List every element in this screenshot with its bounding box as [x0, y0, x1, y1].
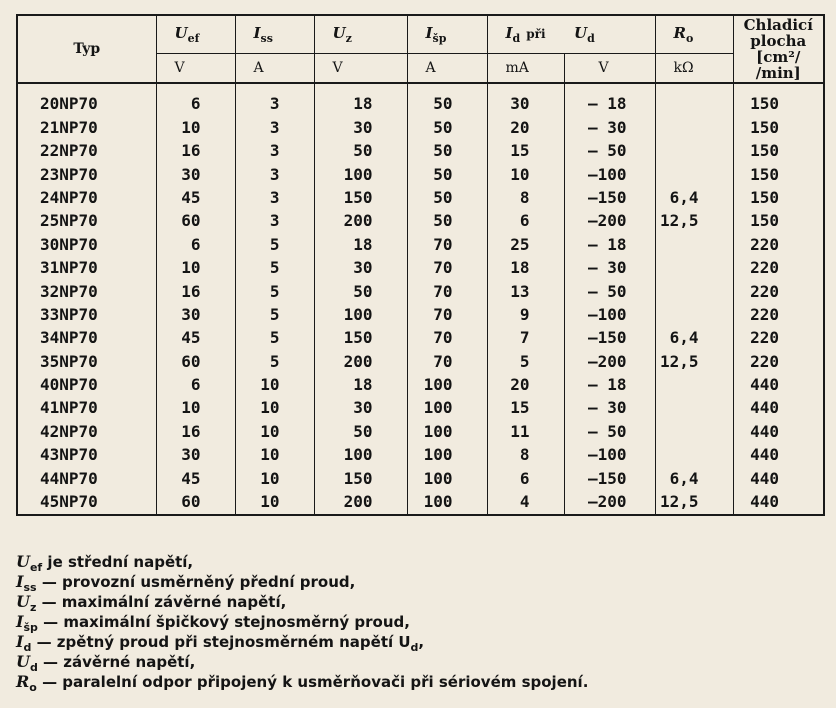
- cell-ud: —100: [564, 304, 655, 327]
- legend-symbol: I: [16, 612, 24, 631]
- cell-id: 25: [487, 233, 564, 256]
- cell-ud: — 50: [564, 420, 655, 443]
- cell-uef: 6: [156, 83, 235, 117]
- cell-type: 40NP70: [18, 374, 156, 397]
- header-area-line3: [cm²/: [756, 48, 801, 66]
- cell-id: 20: [487, 374, 564, 397]
- cell-id: 8: [487, 187, 564, 210]
- cell-iss: 5: [235, 350, 314, 373]
- header-uz: $U_z$: [314, 16, 407, 54]
- diode-parameter-table: [18, 16, 823, 514]
- cell-type: 23NP70: [18, 163, 156, 186]
- cell-id: 15: [487, 397, 564, 420]
- cell-isp: 70: [407, 280, 487, 303]
- cell-type: 30NP70: [18, 233, 156, 256]
- unit-uef: V: [156, 54, 235, 84]
- header-type: Typ: [18, 16, 156, 83]
- unit-uz: V: [314, 54, 407, 84]
- cell-type: 21NP70: [18, 117, 156, 140]
- cell-uef: 16: [156, 420, 235, 443]
- legend-symbol-subscript: d: [29, 661, 38, 674]
- cell-uef: 10: [156, 397, 235, 420]
- cell-isp: 50: [407, 83, 487, 117]
- cell-area: 220: [750, 328, 779, 348]
- cell-iss: 3: [235, 117, 314, 140]
- cell-iss: 10: [235, 420, 314, 443]
- cell-uef: 30: [156, 304, 235, 327]
- cell-iss: 5: [235, 327, 314, 350]
- legend-text: — paralelní odpor připojený k usměrňovači při sériovém spojení.: [36, 673, 589, 691]
- cell-area: 150: [750, 93, 779, 113]
- cell-ro: [655, 140, 733, 163]
- cell-uz: 30: [314, 117, 407, 140]
- cell-area: 150: [750, 141, 779, 161]
- cell-uef: 60: [156, 210, 235, 233]
- cell-type: 22NP70: [18, 140, 156, 163]
- unit-isp: A: [407, 54, 487, 84]
- cell-iss: 10: [235, 374, 314, 397]
- table-row: [18, 374, 823, 397]
- legend-line: [16, 652, 816, 672]
- cell-type: 33NP70: [18, 304, 156, 327]
- legend-text: je střední napětí,: [42, 553, 194, 571]
- cell-area: 150: [750, 211, 779, 231]
- cell-id: 15: [487, 140, 564, 163]
- table-row: [18, 117, 823, 140]
- table-header-row-symbols: [18, 16, 823, 54]
- cell-ro: [655, 374, 733, 397]
- cell-ud: —100: [564, 444, 655, 467]
- cell-isp: 100: [407, 444, 487, 467]
- cell-id: 6: [487, 210, 564, 233]
- table-row: [18, 257, 823, 280]
- cell-iss: 3: [235, 140, 314, 163]
- cell-uz: 50: [314, 280, 407, 303]
- unit-iss: A: [235, 54, 314, 84]
- cell-isp: 100: [407, 420, 487, 443]
- cell-area: 220: [750, 351, 779, 371]
- cell-iss: 3: [235, 210, 314, 233]
- cell-uz: 18: [314, 233, 407, 256]
- cell-ro: [655, 83, 733, 117]
- legend-text: — maximální špičkový stejnosměrný proud,: [37, 613, 410, 631]
- table-row: [18, 397, 823, 420]
- cell-ro: 12,5: [655, 350, 733, 373]
- cell-ro: 6,4: [655, 327, 733, 350]
- cell-type: 45NP70: [18, 491, 156, 514]
- cell-type: 31NP70: [18, 257, 156, 280]
- header-ud: $U_d$: [564, 16, 655, 54]
- cell-uef: 30: [156, 444, 235, 467]
- cell-ro: [655, 233, 733, 256]
- legend-line: [16, 552, 816, 572]
- cell-uef: 45: [156, 467, 235, 490]
- cell-ud: —200: [564, 491, 655, 514]
- cell-id: 4: [487, 491, 564, 514]
- legend-line: [16, 592, 816, 612]
- legend-symbol: U: [16, 652, 30, 671]
- cell-area: 150: [750, 188, 779, 208]
- cell-isp: 70: [407, 327, 487, 350]
- cell-area: 440: [750, 445, 779, 465]
- cell-type: 20NP70: [18, 83, 156, 117]
- cell-ud: — 30: [564, 397, 655, 420]
- table-row: [18, 210, 823, 233]
- table-row: [18, 350, 823, 373]
- cell-isp: 70: [407, 257, 487, 280]
- cell-uz: 30: [314, 257, 407, 280]
- cell-ud: —150: [564, 187, 655, 210]
- cell-area: 220: [750, 258, 779, 278]
- cell-area: 220: [750, 234, 779, 254]
- cell-isp: 100: [407, 397, 487, 420]
- cell-uz: 50: [314, 420, 407, 443]
- cell-iss: 10: [235, 444, 314, 467]
- cell-ro: [655, 444, 733, 467]
- cell-isp: 50: [407, 117, 487, 140]
- legend-line: [16, 612, 816, 632]
- legend-symbol: R: [16, 672, 30, 691]
- table-row: [18, 83, 823, 117]
- cell-iss: 10: [235, 467, 314, 490]
- cell-uef: 10: [156, 117, 235, 140]
- table-row: [18, 187, 823, 210]
- cell-type: 44NP70: [18, 467, 156, 490]
- cell-id: 5: [487, 350, 564, 373]
- cell-iss: 3: [235, 187, 314, 210]
- cell-uz: 200: [314, 491, 407, 514]
- cell-ro: 6,4: [655, 467, 733, 490]
- cell-isp: 50: [407, 140, 487, 163]
- cell-iss: 5: [235, 280, 314, 303]
- cell-ro: 12,5: [655, 491, 733, 514]
- cell-uz: 100: [314, 304, 407, 327]
- cell-area: 440: [750, 375, 779, 395]
- legend-line: [16, 672, 816, 692]
- cell-id: 8: [487, 444, 564, 467]
- cell-id: 6: [487, 467, 564, 490]
- cell-ro: [655, 304, 733, 327]
- header-area-line2: plocha: [750, 32, 807, 50]
- cell-ud: — 18: [564, 83, 655, 117]
- cell-id: 7: [487, 327, 564, 350]
- cell-ro: [655, 117, 733, 140]
- table-row: [18, 420, 823, 443]
- header-uef: $U_{ef}$: [156, 16, 235, 54]
- legend-symbol: U: [16, 592, 30, 611]
- cell-uz: 150: [314, 467, 407, 490]
- cell-uef: 45: [156, 187, 235, 210]
- table-row: [18, 327, 823, 350]
- cell-area: 220: [750, 304, 779, 324]
- cell-id: 30: [487, 83, 564, 117]
- cell-ro: [655, 420, 733, 443]
- table-row: [18, 467, 823, 490]
- cell-uef: 6: [156, 374, 235, 397]
- cell-isp: 100: [407, 374, 487, 397]
- cell-uz: 50: [314, 140, 407, 163]
- cell-iss: 10: [235, 491, 314, 514]
- table-row: [18, 163, 823, 186]
- cell-isp: 50: [407, 210, 487, 233]
- cell-uef: 45: [156, 327, 235, 350]
- legend-symbol-subscript: šp: [23, 621, 38, 634]
- cell-uef: 6: [156, 233, 235, 256]
- legend-text: — zpětný proud při stejnosměrném napětí U: [31, 633, 411, 651]
- cell-uef: 60: [156, 491, 235, 514]
- table-row: [18, 280, 823, 303]
- cell-uef: 16: [156, 280, 235, 303]
- cell-isp: 100: [407, 491, 487, 514]
- cell-ro: [655, 257, 733, 280]
- cell-iss: 5: [235, 257, 314, 280]
- cell-isp: 50: [407, 187, 487, 210]
- header-cooling-area: [733, 16, 823, 83]
- cell-ud: — 18: [564, 233, 655, 256]
- cell-area: 220: [750, 281, 779, 301]
- cell-type: 35NP70: [18, 350, 156, 373]
- cell-ud: —200: [564, 350, 655, 373]
- cell-iss: 3: [235, 83, 314, 117]
- cell-type: 24NP70: [18, 187, 156, 210]
- legend-tail: ,: [418, 633, 425, 651]
- cell-ud: — 50: [564, 140, 655, 163]
- legend-tail-subscript: d: [410, 641, 419, 654]
- cell-id: 10: [487, 163, 564, 186]
- header-area-line4: /min]: [755, 64, 801, 82]
- cell-id: 9: [487, 304, 564, 327]
- cell-type: 42NP70: [18, 420, 156, 443]
- header-area-line1: Chladicí: [743, 16, 813, 34]
- cell-ud: — 30: [564, 257, 655, 280]
- header-isp: $I_{šp}$: [407, 16, 487, 54]
- cell-area: 440: [750, 491, 779, 511]
- cell-uz: 18: [314, 83, 407, 117]
- cell-area: 440: [750, 398, 779, 418]
- unit-id: mA: [487, 54, 564, 84]
- legend-text: — provozní usměrněný přední proud,: [36, 573, 356, 591]
- cell-ud: —200: [564, 210, 655, 233]
- legend-line: [16, 632, 816, 652]
- cell-type: 41NP70: [18, 397, 156, 420]
- table-row: [18, 140, 823, 163]
- cell-id: 18: [487, 257, 564, 280]
- cell-uef: 60: [156, 350, 235, 373]
- cell-uz: 150: [314, 187, 407, 210]
- cell-iss: 10: [235, 397, 314, 420]
- header-id: $I_d$ při: [487, 16, 564, 54]
- table-row: [18, 304, 823, 327]
- legend-text: — maximální závěrné napětí,: [36, 593, 287, 611]
- cell-uz: 200: [314, 210, 407, 233]
- cell-isp: 100: [407, 467, 487, 490]
- cell-ud: —100: [564, 163, 655, 186]
- legend-symbol-subscript: ss: [23, 581, 37, 594]
- table-row: [18, 491, 823, 514]
- cell-uz: 100: [314, 163, 407, 186]
- cell-uz: 30: [314, 397, 407, 420]
- cell-uef: 10: [156, 257, 235, 280]
- header-iss: $I_{ss}$: [235, 16, 314, 54]
- cell-ro: [655, 280, 733, 303]
- cell-ud: —150: [564, 327, 655, 350]
- cell-isp: 50: [407, 163, 487, 186]
- cell-isp: 70: [407, 233, 487, 256]
- symbol-legend: [16, 552, 816, 692]
- cell-uef: 16: [156, 140, 235, 163]
- legend-symbol: I: [16, 572, 24, 591]
- cell-area: 440: [750, 421, 779, 441]
- cell-isp: 70: [407, 350, 487, 373]
- cell-iss: 5: [235, 233, 314, 256]
- cell-ro: 6,4: [655, 187, 733, 210]
- cell-ud: — 50: [564, 280, 655, 303]
- legend-symbol-subscript: d: [23, 641, 32, 654]
- cell-id: 20: [487, 117, 564, 140]
- cell-id: 13: [487, 280, 564, 303]
- cell-uz: 18: [314, 374, 407, 397]
- unit-ro: kΩ: [655, 54, 733, 84]
- legend-line: [16, 572, 816, 592]
- legend-symbol-subscript: ef: [29, 561, 43, 574]
- cell-type: 25NP70: [18, 210, 156, 233]
- cell-ro: 12,5: [655, 210, 733, 233]
- cell-type: 43NP70: [18, 444, 156, 467]
- legend-symbol-subscript: o: [29, 681, 37, 694]
- table-row: [18, 233, 823, 256]
- legend-text: — závěrné napětí,: [37, 653, 196, 671]
- unit-ud: V: [564, 54, 655, 84]
- cell-ro: [655, 397, 733, 420]
- cell-type: 34NP70: [18, 327, 156, 350]
- parameter-table-frame: [16, 14, 825, 516]
- cell-uz: 150: [314, 327, 407, 350]
- cell-area: 440: [750, 468, 779, 488]
- table-row: [18, 444, 823, 467]
- cell-area: 150: [750, 117, 779, 137]
- cell-uef: 30: [156, 163, 235, 186]
- cell-iss: 3: [235, 163, 314, 186]
- cell-ro: [655, 163, 733, 186]
- cell-area: 150: [750, 164, 779, 184]
- cell-iss: 5: [235, 304, 314, 327]
- table-body: [18, 83, 823, 514]
- legend-symbol: I: [16, 632, 24, 651]
- cell-id: 11: [487, 420, 564, 443]
- header-ro: $R_o$: [655, 16, 733, 54]
- cell-ud: — 30: [564, 117, 655, 140]
- legend-symbol-subscript: z: [29, 601, 37, 614]
- cell-isp: 70: [407, 304, 487, 327]
- cell-uz: 200: [314, 350, 407, 373]
- cell-type: 32NP70: [18, 280, 156, 303]
- cell-ud: —150: [564, 467, 655, 490]
- cell-uz: 100: [314, 444, 407, 467]
- cell-ud: — 18: [564, 374, 655, 397]
- legend-symbol: U: [16, 552, 30, 571]
